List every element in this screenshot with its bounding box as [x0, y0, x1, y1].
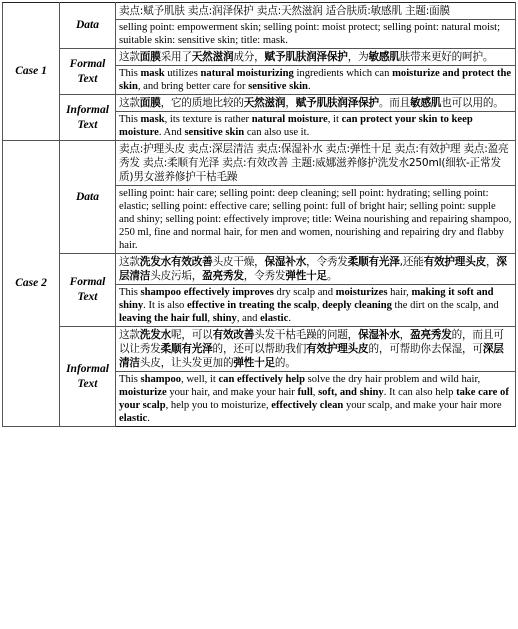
data-zh: 卖点:赋予肌肤 卖点:润泽保护 卖点:天然滋润 适合肤质:敏感肌 主题:面膜 — [116, 3, 516, 20]
row-kind-formal: Formal Text — [60, 49, 116, 95]
formal-zh: 这款面膜采用了天然滋润成分，赋予肌肤润泽保护，为敏感肌肤带来更好的呵护。 — [116, 49, 516, 66]
case-label: Case 2 — [3, 141, 60, 427]
row-kind-data: Data — [60, 141, 116, 254]
formal-en: This shampoo effectively improves dry scalp and moisturizes hair, making it soft and shiny. It is also effective in treating the scalp, deeply cleaning the dirt on the scalp, and leaving the hair full, shiny, and elastic. — [116, 285, 516, 327]
formal-en: This mask utilizes natural moisturizing ingredients which can moisturize and protect the skin, and bring better care for sensitive skin. — [116, 66, 516, 95]
data-en: selling point: hair care; selling point: deep cleaning; sell point: hydrating; selling point: elastic; selling point: effective care; selling point: full of bright hair; selling point: supple and shiny; selling point: effectively improve; title: Weina nourishing and repairing shampoo, 250 ml, fine and normal hair, for men and women, nourishing and repairing dry and flabby hair. — [116, 186, 516, 254]
row-kind-informal: Informal Text — [60, 327, 116, 427]
data-en: selling point: empowerment skin; selling point: moist protect; selling point: natural moist; suitable skin: sensitive skin; title: mask. — [116, 20, 516, 49]
data-zh: 卖点:护理头皮 卖点:深层清洁 卖点:保湿补水 卖点:弹性十足 卖点:有效护理 卖点:盈亮秀发 卖点:柔顺有光泽 卖点:有效改善 主题:威娜滋养修护洗发水250ml(细软-正常发质)男女滋养修护干枯毛躁 — [116, 141, 516, 186]
formal-zh: 这款洗发水有效改善头皮干燥，保湿补水，令秀发柔顺有光泽,还能有效护理头皮，深层清洁头皮污垢，盈亮秀发，令秀发弹性十足。 — [116, 254, 516, 285]
examples-table — [2, 2, 516, 427]
informal-en: This shampoo, well, it can effectively help solve the dry hair problem and wild hair, moisturize your hair, and make your hair full, soft, and shiny. It can also help take care of your scalp, help you to moisturize, effectively clean your scalp, and make your hair more elastic. — [116, 372, 516, 427]
informal-zh: 这款面膜，它的质地比较的天然滋润，赋予肌肤润泽保护。而且敏感肌也可以用的。 — [116, 95, 516, 112]
row-kind-informal: Informal Text — [60, 95, 116, 141]
row-kind-data: Data — [60, 3, 116, 49]
row-kind-formal: Formal Text — [60, 254, 116, 327]
informal-en: This mask, its texture is rather natural moisture, it can protect your skin to keep moisture. And sensitive skin can also use it. — [116, 112, 516, 141]
case-label: Case 1 — [3, 3, 60, 141]
informal-zh: 这款洗发水呢，可以有效改善头发干枯毛躁的问题，保湿补水，盈亮秀发的，而且可以让秀发柔顺有光泽的，还可以帮助我们有效护理头皮的，可帮助你去保湿，可深层清洁头皮，让头发更加的弹性十足的。 — [116, 327, 516, 372]
